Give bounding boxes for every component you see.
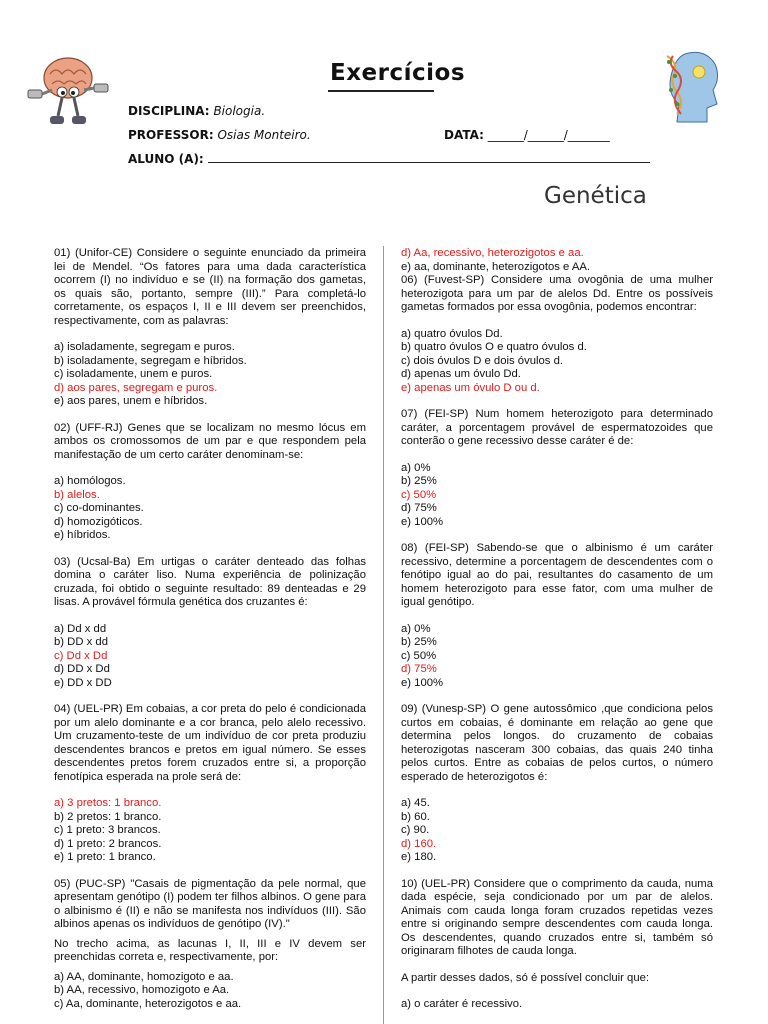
question-stem: 01) (Unifor-CE) Considere o seguinte enunciado da primeira lei de Mendel. “Os fatores para uma dada característica ocorrem (I) no indivíduo e se (II) na formação dos gametas, os quais são, portanto, sempre (III).” Para completá-lo corretamente, os espaços I, II e III devem ser preenchidos, respectivamente, com as palavras: <box>54 247 366 327</box>
question-stem: 07) (FEI-SP) Num homem heterozigoto para determinado caráter, a porcentagem provável de espermatozoides que conterão o gene recessivo desse caráter é de: <box>401 408 713 447</box>
question-06 <box>401 274 713 395</box>
aluno-blank-line <box>208 151 650 163</box>
option-a: a) 0% <box>401 622 431 635</box>
option-b: b) quatro óvulos O e quatro óvulos d. <box>401 341 587 353</box>
question-stem: 06) (Fuvest-SP) Considere uma ovogônia de uma mulher heterozigota para um par de alelos Dd. Entre os possíveis gametas formados por essa ovogônia, podemos encontrar: <box>401 274 713 313</box>
option-a: a) o caráter é recessivo. <box>401 998 523 1010</box>
subject-heading: Genética <box>544 183 647 209</box>
option-d-correct: d) aos pares, segregam e puros. <box>54 381 218 394</box>
option-e: e) aos pares, unem e híbridos. <box>54 395 208 407</box>
option-b: b) 25% <box>401 475 437 487</box>
question-stem: 10) (UEL-PR) Considere que o comprimento da cauda, numa dada espécie, seja condicionado por um par de alelos. Animais com cauda longa foram cruzados repetidas vezes entre si originando sempre descendentes com cauda longa. Os descendentes, quando cruzados entre si, também só originaram filhotes de cauda longa. <box>401 877 713 957</box>
left-column <box>54 247 366 1011</box>
option-a: a) AA, dominante, homozigoto e aa. <box>54 970 234 983</box>
question-10 <box>401 878 713 1012</box>
option-c: c) 90. <box>401 824 430 836</box>
option-a: a) quatro óvulos Dd. <box>401 327 503 340</box>
question-stem-continued: No trecho acima, as lacunas I, II, III e IV devem ser preenchidas correta e, respectivamente, por: <box>54 937 366 963</box>
option-b: b) 2 pretos: 1 branco. <box>54 810 162 823</box>
option-b-correct: b) alelos. <box>54 488 100 501</box>
question-stem-continued: A partir desses dados, só é possível concluir que: <box>401 971 650 984</box>
date-label: DATA: <box>444 128 484 142</box>
question-08 <box>401 542 713 690</box>
option-e: e) 1 preto: 1 branco. <box>54 851 156 863</box>
option-c: c) 1 preto: 3 brancos. <box>54 824 161 836</box>
worksheet-title: Exercícios <box>330 60 466 86</box>
option-c: c) dois óvulos D e dois óvulos d. <box>401 354 564 367</box>
brain-mascot-icon <box>22 46 114 132</box>
option-a: a) 0% <box>401 461 431 474</box>
question-stem: 04) (UEL-PR) Em cobaias, a cor preta do pelo é condicionada por um alelo dominante e a cor branca, pelo alelo recessivo. Um cruzamento-teste de um indivíduo de cor preta produziu descendentes brancos e pretos em igual número. Se esses descendentes pretos forem cruzados entre si, a proporção fenotípica esperada na prole será de: <box>54 703 366 783</box>
question-02 <box>54 422 366 543</box>
option-a: a) 45. <box>401 797 430 809</box>
question-04 <box>54 703 366 865</box>
option-d: d) DD x Dd <box>54 663 110 675</box>
option-d: d) 75% <box>401 502 437 514</box>
disciplina-row <box>128 104 265 118</box>
question-05 <box>54 878 366 1012</box>
option-c: c) 50% <box>401 649 437 662</box>
question-stem: 02) (UFF-RJ) Genes que se localizam no mesmo lócus em ambos os cromossomos de um par e que respondem pela manifestação de um certo caráter denominam-se: <box>54 421 366 461</box>
option-e: e) 180. <box>401 851 437 863</box>
question-09 <box>401 703 713 865</box>
option-a-correct: a) 3 pretos: 1 branco. <box>54 797 162 809</box>
option-a: a) isoladamente, segregam e puros. <box>54 341 235 353</box>
option-d: d) apenas um óvulo Dd. <box>401 368 521 380</box>
option-b: b) 60. <box>401 810 430 823</box>
date-row <box>444 128 610 142</box>
question-05-continued <box>401 247 713 274</box>
question-stem: 03) (Ucsal-Ba) Em urtigas o caráter denteado das folhas domina o caráter liso. Numa experiência de polinização cruzada, foi obtido o seguinte resultado: 89 denteadas e 29 lisas. A provável fórmula genética dos cruzantes é: <box>54 555 366 608</box>
option-d: d) homozigóticos. <box>54 515 143 528</box>
option-e: e) 100% <box>401 676 444 689</box>
column-divider <box>383 246 384 1024</box>
question-stem: 09) (Vunesp-SP) O gene autossômico ,que condiciona pelos curtos em cobaias, é dominante em relação ao gene que determina pelos longos. do cruzamento de cobaias heterozigotas nasceram 300 cobaias, das quais 240 tinha pelos curtos. Entre as cobaias de pelos curtos, o número esperado de heterozigotos é: <box>401 703 713 783</box>
professor-label: PROFESSOR: <box>128 128 214 142</box>
title-underline <box>328 90 434 92</box>
option-e: e) aa, dominante, heterozigotos e AA. <box>401 260 591 273</box>
option-c-correct: c) Dd x Dd <box>54 649 108 662</box>
option-a: a) Dd x dd <box>54 622 107 635</box>
question-01 <box>54 247 366 409</box>
professor-value: Osias Monteiro. <box>217 128 311 142</box>
option-b: b) 25% <box>401 636 437 648</box>
option-c: c) co-dominantes. <box>54 502 144 514</box>
aluno-label: ALUNO (A): <box>128 152 204 166</box>
question-stem: 08) (FEI-SP) Sabendo-se que o albinismo é um caráter recessivo, determine a porcentagem de descendentes com o fenótipo igual ao do pai, resultantes do casamento de um homem heterozigoto para esse fator, com uma mulher de igual genótipo. <box>401 542 713 608</box>
option-c-correct: c) 50% <box>401 488 437 501</box>
question-stem: 05) (PUC-SP) "Casais de pigmentação da pele normal, que apresentam genótipo (I) podem ter filhos albinos. O gene para o albinismo é (II) e não se manifesta nos indivíduos (III). São albinos apenas os indivíduos de genótipo (IV)." <box>54 877 366 930</box>
aluno-row <box>128 151 650 166</box>
option-b: b) AA, recessivo, homozigoto e Aa. <box>54 984 230 996</box>
date-value: ______/______/_______ <box>487 128 610 142</box>
right-column <box>401 247 713 1012</box>
disciplina-label: DISCIPLINA: <box>128 104 210 118</box>
option-d-correct: d) 160. <box>401 837 437 850</box>
option-d-correct: d) 75% <box>401 663 437 675</box>
option-b: b) isoladamente, segregam e híbridos. <box>54 354 247 367</box>
option-c: c) isoladamente, unem e puros. <box>54 368 213 380</box>
option-e: e) 100% <box>401 515 444 528</box>
question-07 <box>401 408 713 529</box>
option-d-correct: d) Aa, recessivo, heterozigotos e aa. <box>401 247 584 259</box>
option-e: e) híbridos. <box>54 529 111 541</box>
option-a: a) homólogos. <box>54 475 126 487</box>
option-e: e) DD x DD <box>54 676 112 689</box>
disciplina-value: Biologia. <box>213 104 266 118</box>
option-c: c) Aa, dominante, heterozigotos e aa. <box>54 997 242 1010</box>
question-03 <box>54 556 366 691</box>
option-e-correct: e) apenas um óvulo D ou d. <box>401 381 540 394</box>
option-d: d) 1 preto: 2 brancos. <box>54 837 162 850</box>
professor-row <box>128 128 311 142</box>
option-b: b) DD x dd <box>54 636 108 648</box>
dna-head-icon <box>655 46 733 124</box>
